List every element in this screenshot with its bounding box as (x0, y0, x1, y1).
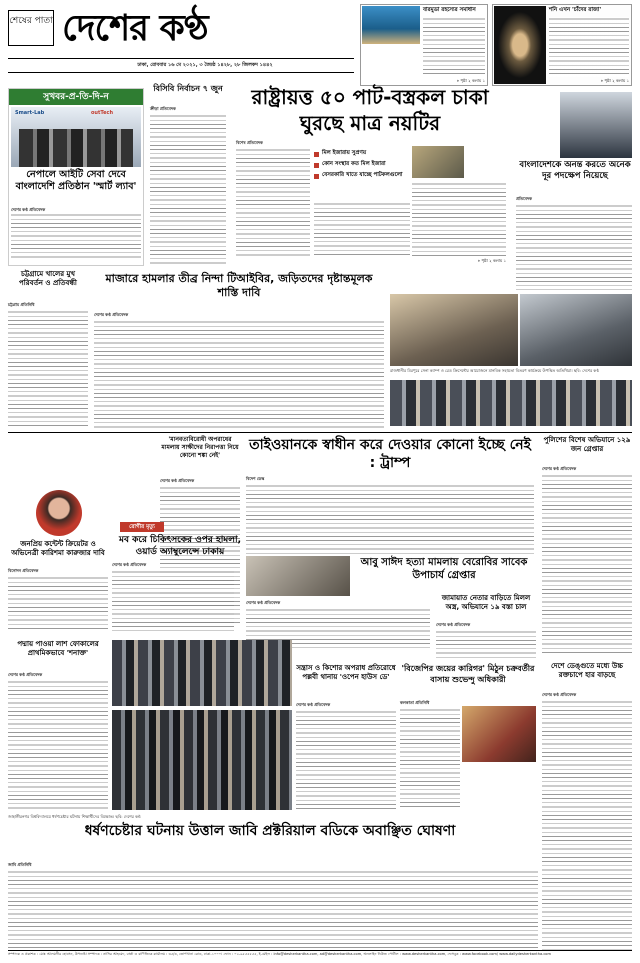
masthead-rule (8, 58, 354, 59)
bullet-item (314, 150, 410, 158)
dateline: ঢাকা, রোববার ১৬ মে ২০২১, ৩ জ্যৈষ্ঠ ১৪২৮, ২৮ জিলকদ ১৪৪২ (137, 62, 273, 68)
sponsor-logo-outtech: outTech (91, 110, 114, 116)
manob-byline: দেশের কণ্ঠ প্রতিবেদক (160, 478, 195, 483)
teaser-image (362, 6, 420, 44)
police-text (542, 474, 632, 654)
jute-col-3 (412, 182, 506, 258)
bangladesh-byline: প্রতিবেদক (516, 196, 532, 201)
sponsor-logo-smartlab: Smart-Lab (15, 110, 45, 116)
jamaat-byline: দেশের কণ্ঠ প্রতিবেদক (436, 622, 471, 627)
jute-factory-image (412, 146, 464, 178)
bullet-item (314, 172, 410, 180)
jute-byline: বিশেষ প্রতিবেদক (236, 140, 263, 145)
bjp-text (400, 708, 460, 808)
taiwan-headline[interactable]: তাইওয়ানকে স্বাধীন করে দেওয়ার কোনো ইচ্ছে নেই : ট্রাম্প (249, 437, 531, 471)
jute-col-2 (314, 202, 410, 258)
rogi-tag: রোগীর মৃত্যু (120, 522, 164, 532)
section-label: শেষের পাতা (8, 10, 54, 46)
main-caption: রাজধানীর মিরপুরে সেনা ক্যাম্প ও রেড ক্রিসেন্টের আয়োজনে মানবিক সহায়তা বিতরণ কার্যক্রমে উপস্থিত অতিথিরা। ছবি: দেশের কণ্ঠ (390, 368, 599, 373)
abusayeed-photo (246, 556, 350, 596)
cricket-byline: বিনোদন প্রতিবেদক (8, 568, 39, 573)
dharshan-byline: জাবি প্রতিনিধি (8, 862, 32, 867)
kishor-byline: দেশের কণ্ঠ প্রতিবেদক (296, 702, 331, 707)
mazar-text (94, 320, 384, 428)
protest-photo (112, 640, 292, 706)
bullet-square-icon (314, 174, 319, 179)
bullet-text: মিল ইজারায় সুপ্রণয় (322, 150, 367, 156)
footer-imprint: সম্পাদক ও প্রকাশক : মোঃ আলমগীর হোসেন, উপদেষ্টা সম্পাদক : নাসির আহমেদ, বার্তা ও বাণিজ্যিক কার্যালয় : ৩৫/৩, তোপখানা রোড, ঢাকা-১০০০। ফোন : ০২-৯৫৫৫৫৫৫, ই-মেইল : info@desherkantha.com, ad@desherkantha.com, অনলাইন নিউজ পোর্টাল : www.desherkantha.com, ফেসবুক : www.facebook.com/ www.dailydesherkantha.com (8, 952, 551, 956)
cricket-headline[interactable]: জনপ্রিয় কন্টেন্ট ক্রিয়েটর ও অভিনেত্রী কারিশমা কারুজার দাবি (11, 540, 105, 557)
dharshan-text (8, 870, 538, 948)
jute-bullets (314, 150, 410, 200)
portrait-photo (560, 92, 632, 158)
main-photo-left (390, 294, 518, 366)
bjp-headline[interactable]: 'বিজেপির জয়ের কারিগর' মিঠুন চক্রবর্তীর বাসায় শুভেন্দু অধিকারী (401, 664, 535, 684)
masthead-rule-bottom (8, 72, 354, 73)
desh-headline[interactable]: দেশে ডেঙ্গুতে মধ্যে উচ্চ রক্তচাপে হার বাড়ছে (551, 662, 623, 679)
hospital-byline: দেশের কণ্ঠ প্রতিবেদক (112, 562, 147, 567)
teaser-title: বারমুডা রহস্যের সমাধান (423, 7, 476, 13)
teaser-text (549, 17, 629, 77)
bangladesh-text (516, 204, 632, 290)
hospital-headline[interactable]: মব করে চিকিৎসকের ওপর হামলা, ওয়ার্ড অ্যাম্বুলেন্সে ঢাকায় (118, 535, 242, 557)
sponsor-photo (11, 107, 141, 167)
dharshan-headline[interactable]: ধর্ষণচেষ্টার ঘটনায় উত্তাল জাবি প্রক্টরিয়াল বডিকে অবাঞ্ছিত ঘোষণা (84, 823, 456, 839)
bibidi-byline: ক্রীড়া প্রতিবেদক (150, 106, 176, 111)
teaser-title: শনি এখন 'চাঁদের রাজা' (549, 7, 602, 13)
padma-headline[interactable]: পদ্মায় পাওয়া লাশ ফোকালের প্রাথমিকভাবে 'শনাক্ত' (17, 640, 99, 657)
kishor-headline[interactable]: সন্ত্রাস ও কিশোর অপরাধ প্রতিরোধে পল্লবী থানায় 'ওপেন হাউস ডে' (296, 664, 396, 681)
cricket-text (8, 576, 108, 632)
taiwan-byline: বিদেশ ডেস্ক (246, 476, 265, 481)
people-photo-strip (390, 380, 632, 426)
chattogram-headline[interactable]: চট্টগ্রামে খালের মুখ পরিবর্তন ও প্রতিবন্ধী (19, 270, 77, 287)
hospital-text (112, 570, 234, 632)
jute-headline[interactable]: রাষ্ট্রায়ত্ত ৫০ পাট-বস্ত্রকল চাকা ঘুরছে মাত্র নয়টির (251, 85, 489, 135)
cricket-portrait (36, 490, 82, 536)
desh-byline: দেশের কণ্ঠ প্রতিবেদক (542, 692, 577, 697)
chattogram-byline: চট্টগ্রাম প্রতিনিধি (8, 302, 35, 307)
abusayeed-headline[interactable]: আবু সাঈদ হত্যা মামলায় বেরোবির সাবেক উপাচার্য গ্রেপ্তার (360, 557, 528, 581)
abusayeed-byline: দেশের কণ্ঠ প্রতিবেদক (246, 600, 281, 605)
nepal-byline: দেশের কণ্ঠ প্রতিবেদক (11, 207, 46, 212)
padma-byline: দেশের কণ্ঠ প্রতিবেদক (8, 672, 43, 677)
bjp-byline: কলকাতা প্রতিনিধি (400, 700, 430, 705)
teaser-image (494, 6, 546, 84)
people-silhouettes (19, 129, 133, 167)
bottom-caption: জাহাঙ্গীরনগর বিশ্ববিদ্যালয়ে ধর্ষণচেষ্টার ঘটনায় শিক্ষার্থীদের বিক্ষোভ। ছবি: দেশের কণ্ঠ (8, 814, 141, 819)
teaser-more[interactable]: » পৃষ্ঠা ২ কলাম ১ (600, 78, 629, 83)
jamaat-text (436, 630, 536, 660)
teaser-saturn[interactable] (492, 4, 632, 86)
main-photo-right (520, 294, 632, 366)
bullet-text: কোন সংস্থার কত মিল ইজারা (322, 161, 386, 167)
bullet-square-icon (314, 152, 319, 157)
bullet-text: বেসরকারি খাতে যাচ্ছে পাটকলগুলো (322, 172, 403, 178)
sponsor-box (8, 88, 144, 266)
taiwan-text (246, 484, 534, 554)
chattogram-text (8, 310, 88, 426)
teaser-bermuda[interactable] (360, 4, 488, 86)
desh-text (542, 700, 632, 950)
police-byline: দেশের কণ্ঠ প্রতিবেদক (542, 466, 577, 471)
masthead-title: দেশের কণ্ঠ (62, 7, 208, 49)
bibidi-text (150, 114, 226, 266)
manob-headline[interactable]: 'মানবতাবিরোধী অপরাধের মামলায় সাক্ষীদের নিরাপত্তা নিয়ে কোনো শঙ্কা নেই' (161, 436, 239, 459)
teaser-more[interactable]: » পৃষ্ঠা ২ কলাম ১ (456, 78, 485, 83)
police-headline[interactable]: পুলিশের বিশেষ অভিযানে ১২৯ জন গ্রেপ্তার (543, 436, 631, 453)
jabi-protest-photo (112, 710, 292, 810)
jute-continued[interactable]: » পৃষ্ঠা ২ কলাম ১ (477, 258, 506, 263)
bullet-item (314, 161, 410, 169)
jute-col-1 (236, 148, 310, 258)
teaser-text (423, 17, 485, 77)
nepal-headline[interactable]: নেপালে আইটি সেবা দেবে বাংলাদেশি প্রতিষ্ঠান 'স্মার্ট ল্যাব' (15, 169, 137, 192)
footer-rule (8, 950, 632, 951)
bullet-square-icon (314, 163, 319, 168)
jamaat-headline[interactable]: জামায়াত নেতার বাড়িতে মিলল অস্ত্র, অভিযানে ১৯ বস্তা চাল (441, 594, 531, 611)
mazar-byline: দেশের কণ্ঠ প্রতিবেদক (94, 312, 129, 317)
nepal-text (11, 213, 141, 261)
section-divider (8, 432, 632, 433)
bibidi-headline[interactable]: বিসিবি নির্বাচন ৭ জুন (153, 84, 223, 93)
sponsor-title: সুখবর-প্র-তি-দি-ন (9, 89, 143, 105)
bangladesh-headline[interactable]: বাংলাদেশকে অনন্ত করতে অনেক দূর পদক্ষেপ নিয়েছে (519, 160, 631, 181)
mazar-headline[interactable]: মাজারে হামলার তীব্র নিন্দা টিআইবির, জড়িতদের দৃষ্টান্তমূলক শাস্তি দাবি (105, 272, 373, 299)
kishor-text (296, 710, 396, 810)
bjp-photo (462, 706, 536, 762)
padma-text (8, 680, 108, 810)
